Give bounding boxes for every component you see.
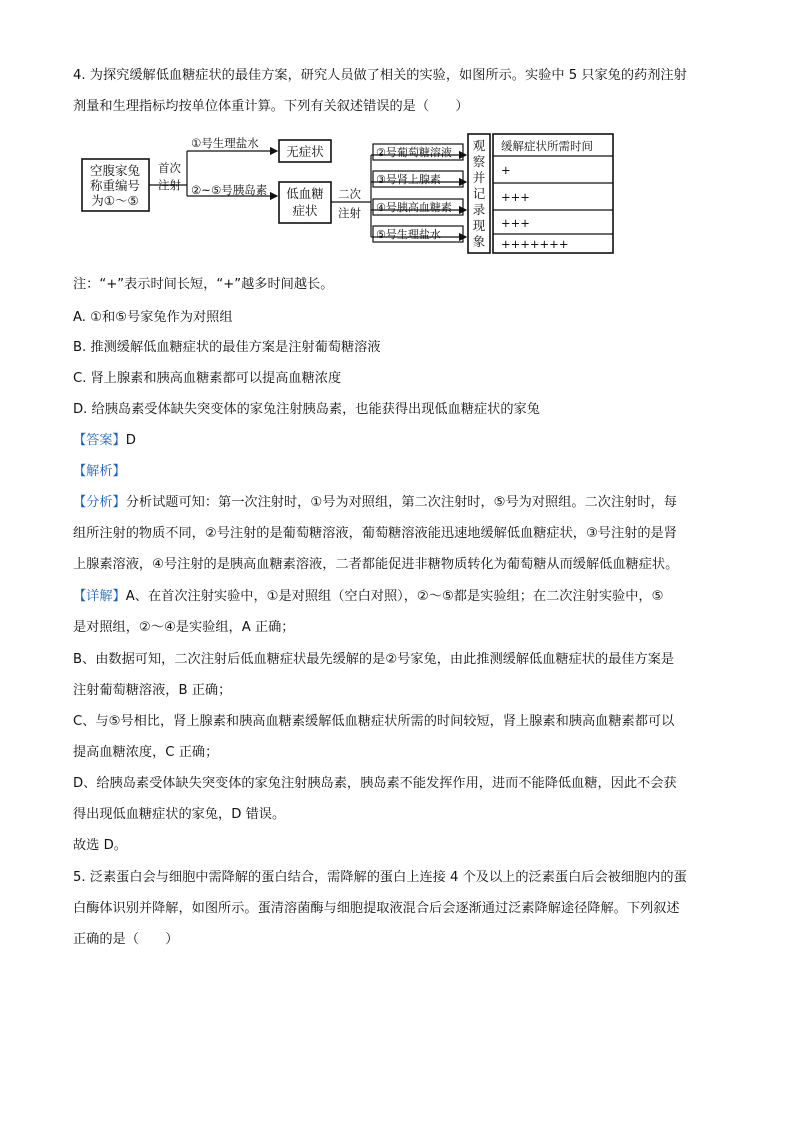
branch-b-label: ②~⑤号胰岛素 [191,183,268,197]
result-value-3: +++ [501,190,530,204]
detail-text-1: A、在首次注射实验中，①是对照组（空白对照），②～⑤都是实验组；在二次注射实验中，⑤ [125,589,664,604]
detail-line-8: 得出现低血糖症状的家兔，D 错误。 [73,807,286,822]
analysis-line-3: 上腺素溶液，④号注射的是胰高血糖素溶液，二者都能促进非糖物质转化为葡萄糖从而缓解低血糖症状。 [73,557,679,572]
item-2-label: ②号葡萄糖溶液 [376,146,452,159]
item-3-label: ③号肾上腺素 [376,173,441,186]
detail-line-5: C、与⑤号相比，肾上腺素和胰高血糖素缓解低血糖症状所需的时间较短，肾上腺素和胰高血糖素都可以 [73,714,675,729]
observe-char-6: 现 [472,218,486,233]
detail-line-1 [73,588,663,606]
result-value-5: +++++++ [501,237,569,251]
result-value-2: + [501,163,511,177]
no-symptom-label: 无症状 [286,144,324,159]
experiment-diagram [73,126,618,256]
start-box-line-2: 称重编号 [89,178,141,193]
q4-note: 注：“+”表示时间长短，“+”越多时间越长。 [73,277,334,292]
first-injection-line-2: 注射 [158,178,181,192]
option-a: A. ①和⑤号家兔作为对照组 [73,310,233,325]
detail-line-9: 故选 D。 [73,838,127,853]
detail-line-6: 提高血糖浓度，C 正确； [73,745,219,760]
detail-line-2: 是对照组，②～④是实验组，A 正确； [73,620,295,635]
detail-line-7: D、给胰岛素受体缺失突变体的家兔注射胰岛素，胰岛素不能发挥作用，进而不能降低血糖，因此不会获 [73,776,677,791]
result-value-4: +++ [501,216,530,230]
q4-stem-line-1: 4. 为探究缓解低血糖症状的最佳方案，研究人员做了相关的实验，如图所示。实验中 5 只家兔的药剂注射 [73,68,687,83]
detail-tag: 【详解】 [73,589,126,604]
item-5-label: ⑤号生理盐水 [376,228,441,241]
detail-line-4: 注射葡萄糖溶液，B 正确； [73,683,232,698]
option-b: B. 推测缓解低血糖症状的最佳方案是注射葡萄糖溶液 [73,340,381,355]
analysis-tag-2: 【分析】 [73,495,126,510]
hypoglycemia-line-1: 低血糖 [286,186,324,201]
observe-char-1: 观 [472,138,486,153]
first-injection-line-1: 首次 [158,161,181,175]
q5-line-3: 正确的是（ ） [73,932,179,947]
answer-value: D [125,433,136,448]
observe-char-7: 象 [472,234,486,249]
analysis-line-1 [73,494,677,512]
observe-char-5: 录 [472,202,486,217]
q4-stem-line-2: 剂量和生理指标均按单位体重计算。下列有关叙述错误的是（ ） [73,99,469,114]
item-4-label: ④号胰高血糖素 [376,201,452,214]
start-box-line-3: 为①～⑤ [91,193,139,208]
observe-char-3: 并 [472,170,486,185]
analysis-line-2: 组所注射的物质不同，②号注射的是葡萄糖溶液，葡萄糖溶液能迅速地缓解低血糖症状，③号注射的是肾 [73,526,677,541]
answer-row [73,432,136,450]
start-box-line-1: 空腹家兔 [89,163,141,178]
second-injection-line-2: 注射 [338,206,361,220]
hypoglycemia-line-2: 症状 [292,203,318,218]
q5-line-2: 白酶体识别并降解，如图所示。蛋清溶菌酶与细胞提取液混合后会逐渐通过泛素降解途径降解。下列叙述 [73,901,680,916]
second-injection-line-1: 二次 [338,187,361,201]
result-table-header: 缓解症状所需时间 [501,139,593,153]
detail-line-3: B、由数据可知，二次注射后低血糖症状最先缓解的是②号家兔，由此推测缓解低血糖症状的最佳方案是 [73,652,675,667]
q5-line-1: 5. 泛素蛋白会与细胞中需降解的蛋白结合，需降解的蛋白上连接 4 个及以上的泛素蛋白后会被细胞内的蛋 [73,870,687,885]
analysis-text-1: 分析试题可知：第一次注射时，①号为对照组，第二次注射时，⑤号为对照组。二次注射时，每 [125,495,677,510]
option-d: D. 给胰岛素受体缺失突变体的家兔注射胰岛素，也能获得出现低血糖症状的家兔 [73,402,540,417]
branch-a-label: ①号生理盐水 [191,136,259,150]
observe-char-4: 记 [472,186,486,201]
observe-char-2: 察 [472,154,486,169]
answer-tag: 【答案】 [73,433,126,448]
option-c: C. 肾上腺素和胰高血糖素都可以提高血糖浓度 [73,371,342,386]
analysis-tag: 【解析】 [73,464,126,479]
